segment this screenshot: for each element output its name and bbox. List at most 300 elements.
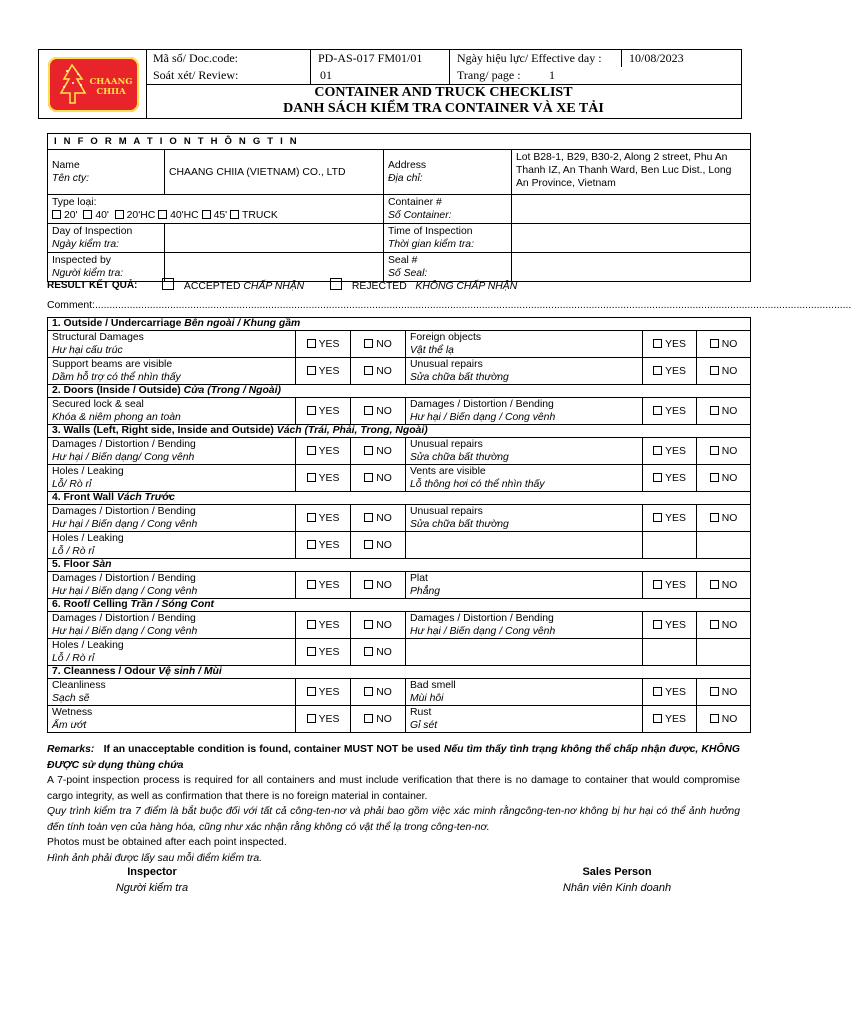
- check-item-label: [406, 639, 643, 666]
- check-item-en: Support beams are visible: [52, 359, 173, 370]
- check-item-vi: Sửa chữa bất thường: [410, 519, 509, 530]
- time-value-field[interactable]: [512, 224, 751, 253]
- yes-label: YES: [318, 512, 340, 524]
- inspected-label: Inspected by: [52, 255, 111, 266]
- checkbox-icon: [307, 473, 316, 482]
- header-divider: [621, 50, 622, 67]
- company-logo: [48, 57, 139, 112]
- type-option-label: 45': [213, 210, 228, 221]
- logo-text-line-2: CHIIA: [96, 87, 126, 97]
- checkbox-icon: [52, 210, 61, 219]
- yes-checkbox[interactable]: [296, 358, 351, 385]
- section-header: [48, 492, 751, 505]
- title-english: CONTAINER AND TRUCK CHECKLIST: [314, 85, 573, 100]
- check-item-label: [48, 679, 296, 706]
- no-checkbox[interactable]: [351, 679, 406, 706]
- check-item-vi: Gỉ sét: [410, 720, 438, 731]
- yes-label: YES: [665, 512, 686, 524]
- check-item-vi: Sửa chữa bất thường: [410, 452, 509, 463]
- checklist-row: [48, 358, 751, 385]
- container-value-field[interactable]: [512, 195, 751, 224]
- section-title-vi: Bên ngoài / Khung gầm: [184, 318, 301, 329]
- yes-checkbox[interactable]: [643, 398, 697, 425]
- no-checkbox[interactable]: [351, 706, 406, 733]
- name-label-cell: [48, 150, 165, 195]
- check-item-vi: Hư hại cấu trúc: [52, 345, 123, 356]
- checklist-table: [47, 317, 751, 733]
- section-header: [48, 385, 751, 398]
- checklist-row: [48, 465, 751, 492]
- type-option-label: 20'HC: [126, 210, 156, 221]
- section-title-cell: [48, 599, 751, 612]
- accepted-label-vi: CHẤP NHẬN: [243, 281, 305, 292]
- check-item-en: Damages / Distortion / Bending: [52, 613, 196, 624]
- type-option-label: 40'HC: [170, 210, 199, 221]
- check-item-label: [406, 398, 643, 425]
- check-item-label: [406, 532, 643, 559]
- checkbox-icon: [364, 580, 373, 589]
- no-label: NO: [721, 365, 738, 377]
- empty-cell: [643, 532, 697, 559]
- logo-cell: [39, 50, 147, 118]
- check-item-en: Damages / Distortion / Bending: [52, 506, 196, 517]
- title-vietnamese: DANH SÁCH KIỂM TRA CONTAINER VÀ XE TẢI: [283, 101, 604, 116]
- check-item-vi: Lỗ thông hơi có thể nhìn thấy: [410, 479, 545, 490]
- remarks-line: [47, 742, 740, 773]
- check-item-label: [48, 572, 296, 599]
- section-title-cell: [48, 666, 751, 679]
- yes-checkbox[interactable]: [296, 612, 351, 639]
- yes-checkbox[interactable]: [643, 358, 697, 385]
- yes-checkbox[interactable]: [296, 532, 351, 559]
- checkbox-icon: [710, 446, 719, 455]
- yes-label: YES: [318, 365, 340, 377]
- result-row: [47, 280, 137, 291]
- no-checkbox[interactable]: [697, 612, 751, 639]
- no-checkbox[interactable]: [351, 398, 406, 425]
- check-item-en: Secured lock & seal: [52, 399, 144, 410]
- yes-label: YES: [665, 365, 686, 377]
- checklist-row: [48, 706, 751, 733]
- yes-checkbox[interactable]: [296, 572, 351, 599]
- day-label-vi: Ngày kiểm tra:: [52, 239, 119, 250]
- checkbox-icon: [307, 580, 316, 589]
- check-item-label: [406, 706, 643, 733]
- check-item-label: [48, 465, 296, 492]
- check-item-en: Damages / Distortion / Bending: [410, 399, 554, 410]
- no-checkbox[interactable]: [351, 639, 406, 666]
- no-checkbox[interactable]: [697, 572, 751, 599]
- check-item-en: Plat: [410, 573, 428, 584]
- no-label: NO: [376, 686, 392, 698]
- checklist-row: [48, 532, 751, 559]
- no-label: NO: [721, 713, 738, 725]
- checkbox-icon: [710, 339, 719, 348]
- checkbox-icon: [653, 446, 662, 455]
- address-value-field[interactable]: Lot B28-1, B29, B30-2, Along 2 street, Phu An Thanh IZ, An Thanh Ward, Ben Luc Dist., Long An Province, Vietnam: [512, 150, 751, 195]
- document-header: [38, 49, 742, 119]
- checkbox-icon: [307, 647, 316, 656]
- no-label: NO: [721, 579, 738, 591]
- yes-label: YES: [318, 579, 340, 591]
- yes-label: YES: [665, 579, 686, 591]
- inspected-label-vi: Người kiểm tra:: [52, 268, 124, 279]
- no-label: NO: [376, 713, 392, 725]
- section-title-cell: [48, 425, 751, 438]
- effective-label: Ngày hiệu lực/ Effective day :: [457, 51, 602, 65]
- check-item-vi: Lỗ/ Rò rỉ: [52, 479, 92, 490]
- no-label: NO: [376, 619, 392, 631]
- check-item-label: [48, 505, 296, 532]
- checkbox-icon: [653, 366, 662, 375]
- yes-label: YES: [318, 445, 340, 457]
- checkbox-icon: [710, 366, 719, 375]
- check-item-vi: Dầm hỗ trợ có thể nhìn thấy: [52, 372, 181, 383]
- checklist-row: [48, 398, 751, 425]
- check-item-label: [48, 612, 296, 639]
- type-cell: [48, 195, 384, 224]
- no-checkbox[interactable]: [351, 331, 406, 358]
- yes-checkbox[interactable]: [643, 505, 697, 532]
- check-item-vi: Hư hại / Biến dạng / Cong vênh: [52, 519, 198, 530]
- checkbox-icon: [653, 687, 662, 696]
- yes-checkbox[interactable]: [643, 465, 697, 492]
- day-label: Day of Inspection: [52, 226, 133, 237]
- check-item-label: [48, 706, 296, 733]
- type-option-label: TRUCK: [242, 210, 278, 221]
- type-option-20hc[interactable]: [115, 210, 156, 221]
- checkbox-icon: [710, 580, 719, 589]
- check-item-en: Holes / Leaking: [52, 640, 124, 651]
- type-option-40hc[interactable]: [158, 210, 199, 221]
- checkbox-icon: [307, 446, 316, 455]
- check-item-en: Wetness: [52, 707, 93, 718]
- section-title-cell: [48, 318, 751, 331]
- type-option-45[interactable]: [202, 210, 228, 221]
- yes-checkbox[interactable]: [643, 706, 697, 733]
- yes-label: YES: [318, 646, 340, 658]
- logo-text: [83, 77, 139, 97]
- yes-label: YES: [318, 713, 340, 725]
- checklist-row: [48, 572, 751, 599]
- container-label: Container #: [388, 197, 442, 208]
- check-item-en: Structural Damages: [52, 332, 144, 343]
- no-label: NO: [376, 512, 392, 524]
- no-label: NO: [721, 686, 738, 698]
- yes-checkbox[interactable]: [643, 572, 697, 599]
- check-item-en: Rust: [410, 707, 432, 718]
- checkbox-icon: [307, 406, 316, 415]
- yes-checkbox[interactable]: [296, 639, 351, 666]
- type-option-label: 40': [95, 210, 109, 221]
- no-label: NO: [376, 405, 392, 417]
- section-header: [48, 559, 751, 572]
- check-item-vi: Hư hại / Biến dạng / Cong vênh: [410, 626, 556, 637]
- no-label: NO: [721, 338, 738, 350]
- checkbox-icon: [653, 714, 662, 723]
- accepted-option[interactable]: [162, 278, 304, 292]
- section-header: [48, 666, 751, 679]
- no-checkbox[interactable]: [351, 505, 406, 532]
- yes-checkbox[interactable]: [643, 612, 697, 639]
- section-title-vi: Trần / Sóng Cont: [130, 599, 215, 610]
- no-checkbox[interactable]: [697, 706, 751, 733]
- checkbox-icon: [653, 620, 662, 629]
- no-label: NO: [376, 338, 392, 350]
- check-item-label: [406, 331, 643, 358]
- checkbox-icon: [653, 513, 662, 522]
- yes-checkbox[interactable]: [296, 398, 351, 425]
- no-label: NO: [376, 579, 392, 591]
- name-label: Name: [52, 160, 80, 171]
- checkbox-icon: [307, 540, 316, 549]
- section-title: 7. Cleanness / Odour: [52, 666, 156, 677]
- name-label-vi: Tên cty:: [52, 173, 89, 184]
- seal-label-vi: Số Seal:: [388, 268, 428, 279]
- check-item-vi: Ẩm ướt: [52, 720, 87, 731]
- checklist-row: [48, 612, 751, 639]
- check-item-label: [406, 438, 643, 465]
- checkbox-icon: [710, 687, 719, 696]
- check-item-vi: Phẳng: [410, 586, 441, 597]
- check-item-label: [48, 398, 296, 425]
- checkbox-icon: [364, 714, 373, 723]
- section-title-cell: [48, 492, 751, 505]
- remarks-para-vi: Quy trình kiểm tra 7 điểm là bắt buộc đối với tất cả công-ten-nơ và phải bao gồm việc xác minh rằngcông-ten-nơ không bị hư hại có thể ảnh hưởng đến tính toàn vẹn của hàng hóa, cũng như xác nhận rằng không có vật thể lạ trong công-ten-nơ.: [47, 806, 740, 833]
- section-title-cell: [48, 385, 751, 398]
- yes-checkbox[interactable]: [643, 438, 697, 465]
- comment-dots: ......................................................................................................................................................................................................................................................................: [94, 300, 851, 311]
- no-checkbox[interactable]: [697, 465, 751, 492]
- type-label: Type loại:: [52, 197, 97, 208]
- checkbox-icon: [307, 620, 316, 629]
- checkbox-icon: [710, 406, 719, 415]
- yes-label: YES: [318, 686, 340, 698]
- check-item-vi: Hư hại / Biến dạng / Cong vênh: [52, 626, 198, 637]
- section-header: [48, 318, 751, 331]
- check-item-label: [406, 358, 643, 385]
- check-item-en: Bad smell: [410, 680, 456, 691]
- check-item-vi: Sửa chữa bất thường: [410, 372, 509, 383]
- yes-checkbox[interactable]: [296, 438, 351, 465]
- no-label: NO: [376, 646, 392, 658]
- check-item-en: Foreign objects: [410, 332, 482, 343]
- checkbox-icon: [364, 366, 373, 375]
- yes-label: YES: [665, 338, 686, 350]
- checklist-row: [48, 639, 751, 666]
- yes-label: YES: [665, 445, 686, 457]
- inspector-title-vi: Người kiểm tra: [115, 882, 189, 894]
- type-option-20[interactable]: [52, 210, 78, 221]
- rejected-option[interactable]: [330, 278, 517, 292]
- check-item-vi: Hư hại / Biến dạng/ Cong vênh: [52, 452, 195, 463]
- yes-checkbox[interactable]: [296, 331, 351, 358]
- rejected-label: REJECTED: [351, 281, 407, 292]
- day-value-field[interactable]: [165, 224, 384, 253]
- photos-note-en: Photos must be obtained after each point inspected.: [47, 837, 287, 848]
- no-label: NO: [721, 405, 738, 417]
- no-checkbox[interactable]: [697, 398, 751, 425]
- check-item-vi: Sạch sẽ: [52, 693, 90, 704]
- checkbox-icon: [710, 714, 719, 723]
- check-item-label: [48, 331, 296, 358]
- yes-label: YES: [318, 405, 340, 417]
- check-item-en: Holes / Leaking: [52, 466, 124, 477]
- section-title: 5. Floor: [52, 559, 90, 570]
- no-checkbox[interactable]: [697, 505, 751, 532]
- empty-cell: [697, 532, 751, 559]
- checkbox-icon: [364, 540, 373, 549]
- yes-label: YES: [665, 619, 686, 631]
- page-label: Trang/ page :: [457, 68, 521, 82]
- section-title-vi: Sàn: [92, 559, 112, 570]
- remarks-text-en: If an unacceptable condition is found, container MUST NOT be used: [103, 744, 441, 755]
- checkbox-icon: [364, 620, 373, 629]
- no-label: NO: [376, 472, 392, 484]
- remarks-block: [47, 742, 740, 866]
- checkbox-icon: [653, 580, 662, 589]
- yes-label: YES: [318, 338, 340, 350]
- no-checkbox[interactable]: [697, 679, 751, 706]
- comment-label: Comment:: [47, 300, 95, 311]
- checkbox-icon: [307, 339, 316, 348]
- section-header: [48, 599, 751, 612]
- yes-checkbox[interactable]: [296, 465, 351, 492]
- checkbox-icon: [364, 687, 373, 696]
- review-label: Soát xét/ Review:: [153, 68, 239, 82]
- sales-title: Sales Person: [582, 866, 652, 878]
- time-label: Time of Inspection: [388, 226, 473, 237]
- check-item-en: Vents are visible: [410, 466, 486, 477]
- no-checkbox[interactable]: [697, 331, 751, 358]
- checkbox-icon: [364, 406, 373, 415]
- checkbox-icon: [710, 620, 719, 629]
- yes-checkbox[interactable]: [643, 679, 697, 706]
- checkbox-icon: [364, 513, 373, 522]
- doc-code-value: PD-AS-017 FM01/01: [318, 51, 423, 65]
- type-option-label: 20': [64, 210, 78, 221]
- sales-title-vi: Nhân viên Kinh doanh: [562, 882, 672, 894]
- check-item-label: [48, 358, 296, 385]
- section-title: 2. Doors (Inside / Outside): [52, 385, 181, 396]
- check-item-vi: Mùi hôi: [410, 693, 444, 704]
- yes-checkbox[interactable]: [296, 679, 351, 706]
- yes-label: YES: [665, 405, 686, 417]
- sales-signature: [537, 864, 697, 896]
- photos-note-vi: Hình ảnh phải được lấy sau mỗi điểm kiểm tra.: [47, 852, 263, 864]
- empty-cell: [643, 639, 697, 666]
- checkbox-icon: [202, 210, 211, 219]
- check-item-label: [48, 639, 296, 666]
- doc-code-label: Mã số/ Doc.code:: [153, 51, 238, 65]
- no-label: NO: [376, 365, 392, 377]
- comment-row[interactable]: [47, 300, 851, 311]
- no-label: NO: [376, 539, 392, 551]
- checkbox-icon: [307, 513, 316, 522]
- checklist-row: [48, 438, 751, 465]
- no-checkbox[interactable]: [697, 438, 751, 465]
- header-divider: [310, 50, 311, 84]
- checkbox-icon: [158, 210, 167, 219]
- checkbox-icon: [710, 513, 719, 522]
- no-checkbox[interactable]: [697, 358, 751, 385]
- section-title: 6. Roof/ Celling: [52, 599, 128, 610]
- yes-checkbox[interactable]: [643, 331, 697, 358]
- time-label-vi: Thời gian kiểm tra:: [388, 239, 474, 250]
- section-title-vi: Cửa (Trong / Ngoài): [183, 385, 281, 396]
- checklist-row: [48, 679, 751, 706]
- checkbox-icon: [307, 366, 316, 375]
- checkbox-icon: [115, 210, 124, 219]
- yes-label: YES: [665, 713, 686, 725]
- checkbox-icon: [364, 473, 373, 482]
- rejected-label-vi: KHÔNG CHẤP NHẬN: [415, 281, 518, 292]
- checkbox-icon: [307, 714, 316, 723]
- no-checkbox[interactable]: [351, 438, 406, 465]
- yes-checkbox[interactable]: [296, 706, 351, 733]
- effective-value: 10/08/2023: [629, 51, 684, 65]
- section-title-vi: Vệ sinh / Mùi: [158, 666, 222, 677]
- check-item-en: Unusual repairs: [410, 359, 483, 370]
- checkbox-icon: [710, 473, 719, 482]
- check-item-label: [406, 679, 643, 706]
- result-label: RESULT KẾT QUẢ:: [47, 280, 138, 291]
- check-item-vi: Khóa & niêm phong an toàn: [52, 412, 181, 423]
- section-title: 1. Outside / Undercarriage: [52, 318, 182, 329]
- no-label: NO: [721, 512, 738, 524]
- day-label-cell: [48, 224, 165, 253]
- type-option-40[interactable]: [83, 210, 109, 221]
- check-item-vi: Lỗ / Rò rỉ: [52, 653, 95, 664]
- yes-label: YES: [665, 686, 686, 698]
- no-label: NO: [721, 472, 738, 484]
- check-item-en: Holes / Leaking: [52, 533, 124, 544]
- check-item-en: Damages / Distortion / Bending: [52, 573, 196, 584]
- no-checkbox[interactable]: [351, 572, 406, 599]
- name-value-field[interactable]: CHAANG CHIIA (VIETNAM) CO., LTD: [165, 150, 384, 195]
- check-item-label: [48, 438, 296, 465]
- check-item-vi: Vật thể lạ: [410, 345, 454, 356]
- checkbox-icon: [83, 210, 92, 219]
- address-label-vi: Địa chỉ:: [388, 173, 423, 184]
- checkbox-icon: [307, 687, 316, 696]
- check-item-en: Damages / Distortion / Bending: [410, 613, 554, 624]
- check-item-vi: Hư hại / Biến dạng / Cong vênh: [52, 586, 198, 597]
- remarks-label: Remarks:: [47, 744, 95, 755]
- review-value: 01: [320, 68, 332, 82]
- no-checkbox[interactable]: [351, 465, 406, 492]
- check-item-label: [406, 505, 643, 532]
- section-title: 4. Front Wall: [52, 492, 114, 503]
- check-item-en: Unusual repairs: [410, 506, 483, 517]
- no-label: NO: [721, 445, 738, 457]
- check-item-label: [406, 612, 643, 639]
- information-heading: I N F O R M A T I O N T H Ô N G T I N: [48, 134, 751, 150]
- checkbox-icon: [230, 210, 239, 219]
- type-option-truck[interactable]: [230, 210, 278, 221]
- yes-checkbox[interactable]: [296, 505, 351, 532]
- section-title-cell: [48, 559, 751, 572]
- no-checkbox[interactable]: [351, 612, 406, 639]
- checkbox-icon: [364, 339, 373, 348]
- no-checkbox[interactable]: [351, 532, 406, 559]
- no-checkbox[interactable]: [351, 358, 406, 385]
- yes-label: YES: [318, 619, 340, 631]
- no-label: NO: [376, 445, 392, 457]
- yes-label: YES: [665, 472, 686, 484]
- time-label-cell: [384, 224, 512, 253]
- seal-value-field[interactable]: [512, 253, 751, 282]
